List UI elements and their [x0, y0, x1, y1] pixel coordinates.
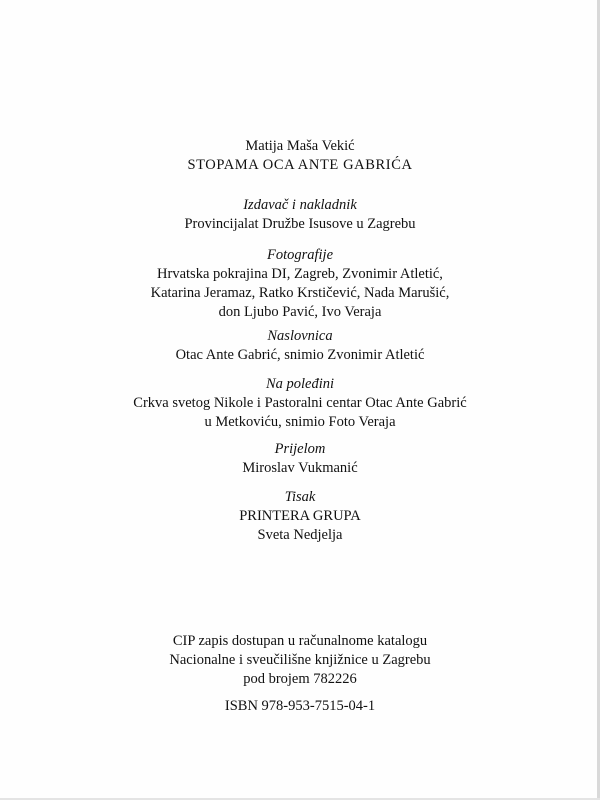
credit-label: Prijelom — [274, 441, 326, 457]
credit-cover — [0, 327, 600, 365]
credit-line: Katarina Jeramaz, Ratko Krstičević, Nada Marušić, — [150, 285, 450, 301]
credit-back-cover — [0, 375, 600, 432]
credit-line: Provincijalat Družbe Isusove u Zagrebu — [184, 216, 416, 232]
credit-label: Naslovnica — [267, 328, 333, 344]
book-header — [0, 137, 600, 175]
credit-label: Izdavač i nakladnik — [243, 197, 357, 213]
cip-record — [0, 632, 600, 689]
isbn-block — [0, 697, 600, 716]
cip-line: pod brojem 782226 — [243, 671, 357, 687]
credit-line: u Metkoviću, snimio Foto Veraja — [204, 414, 396, 430]
cip-line: Nacionalne i sveučilišne knjižnice u Zagrebu — [169, 652, 431, 668]
isbn-number: ISBN 978-953-7515-04-1 — [224, 698, 376, 714]
credit-layout — [0, 440, 600, 478]
credit-line: PRINTERA GRUPA — [239, 508, 361, 524]
credit-line: Miroslav Vukmanić — [242, 460, 358, 476]
credit-line: Sveta Nedjelja — [257, 527, 343, 543]
credit-line: Otac Ante Gabrić, snimio Zvonimir Atletić — [175, 347, 425, 363]
cip-line: CIP zapis dostupan u računalnome katalogu — [172, 633, 428, 649]
credit-line: Hrvatska pokrajina DI, Zagreb, Zvonimir Atletić, — [157, 266, 443, 282]
book-title: STOPAMA OCA ANTE GABRIĆA — [187, 157, 413, 173]
credit-photographs — [0, 246, 600, 322]
credit-label: Na poleđini — [265, 376, 335, 392]
credit-label: Fotografije — [266, 247, 334, 263]
credit-line: Crkva svetog Nikole i Pastoralni centar Otac Ante Gabrić — [133, 395, 467, 411]
credit-printing — [0, 488, 600, 545]
credit-line: don Ljubo Pavić, Ivo Veraja — [218, 304, 382, 320]
credit-label: Tisak — [284, 489, 316, 505]
author-name: Matija Maša Vekić — [245, 138, 355, 154]
credit-publisher — [0, 196, 600, 234]
